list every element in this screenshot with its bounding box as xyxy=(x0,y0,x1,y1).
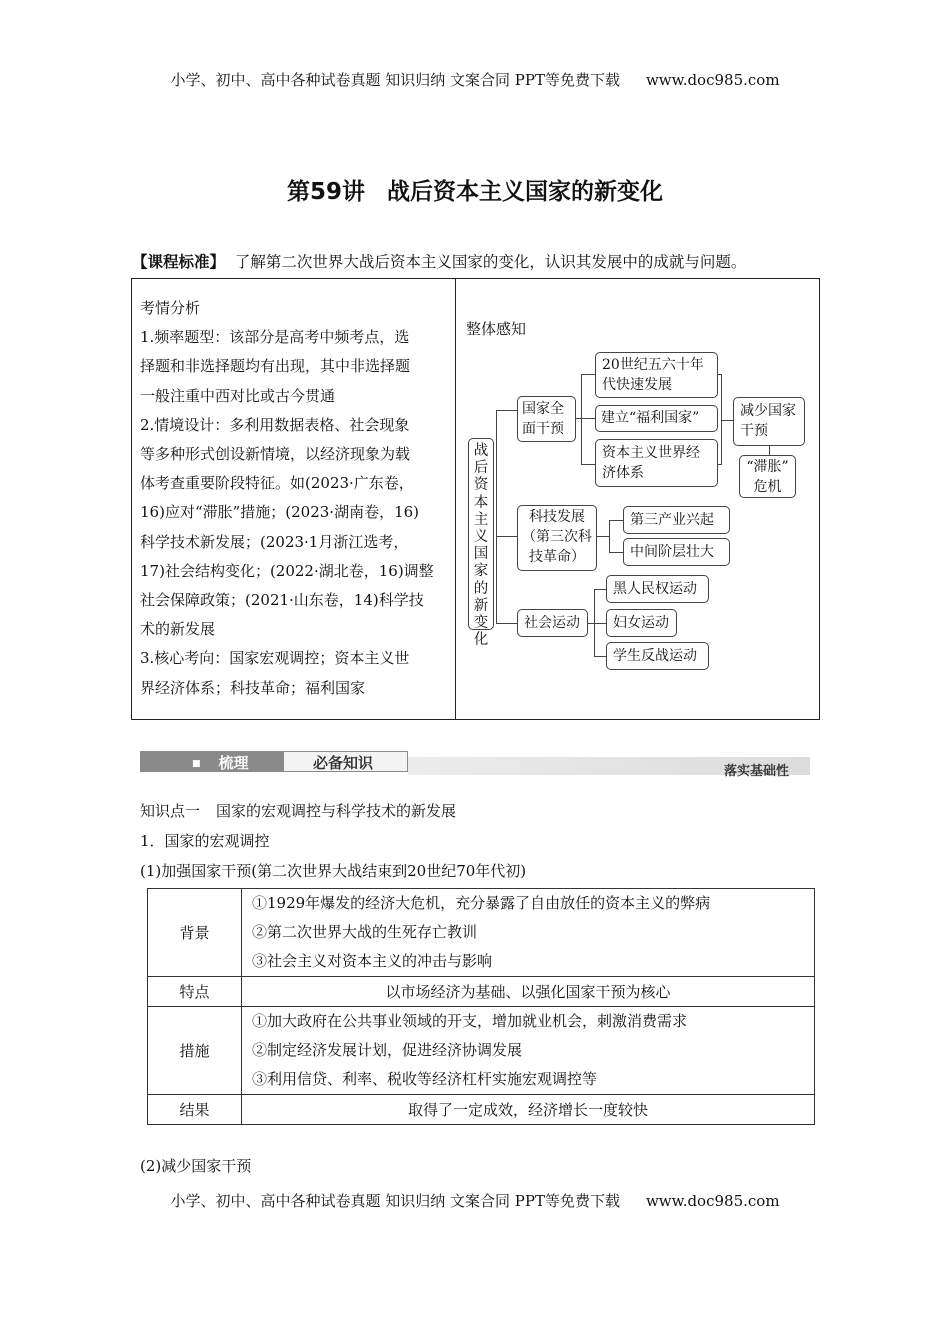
analysis-line: 17)社会结构变化；(2022·湖北卷，16)调整 xyxy=(140,561,434,580)
node-line: 代快速发展 xyxy=(602,377,672,393)
node-middle-class: 中间阶层壮大 xyxy=(623,538,730,566)
connector xyxy=(594,589,606,590)
analysis-line: 1.频率题型：该部分是高考中频考点，选 xyxy=(140,328,410,347)
node-line: （第三次科 xyxy=(522,529,592,545)
analysis-line: 体考查重要阶段特征。如(2023·广东卷， xyxy=(140,474,414,493)
analysis-line: 2.情境设计：多利用数据表格、社会现象 xyxy=(140,415,410,434)
table-row xyxy=(148,977,815,1007)
footer-text: 小学、初中、高中各种试卷真题 知识归纳 文案合同 PPT等免费下载 xyxy=(170,1192,620,1210)
node-line: 建立“福利国家” xyxy=(601,410,700,426)
connector xyxy=(496,623,517,624)
banner-tag-text: 梳理 xyxy=(218,754,249,772)
course-standard xyxy=(132,250,746,272)
table-item: ③社会主义对资本主义的冲击与影响 xyxy=(252,952,493,970)
node-line: 危机 xyxy=(753,479,782,495)
node-line: 济体系 xyxy=(602,465,644,481)
lecture-number: 第59讲 xyxy=(286,179,365,205)
node-state-intervention xyxy=(517,396,576,442)
mindmap-root: 战后资本主义国家的新变化 xyxy=(468,438,494,630)
banner-tag: ■ 梳理 xyxy=(192,754,249,772)
analysis-line: 科学技术新发展；(2023·1月浙江选考， xyxy=(140,532,409,551)
row-label: 特点 xyxy=(148,977,242,1007)
standard-label: 【课程标准】 xyxy=(132,253,226,271)
subsection-heading: (1)加强国家干预(第二次世界大战结束到20世纪70年代初) xyxy=(140,862,527,880)
table-row xyxy=(148,1095,815,1125)
node-line: 技革命） xyxy=(529,549,585,565)
table-row xyxy=(148,889,815,977)
standard-text: 了解第二次世界大战后资本主义国家的变化，认识其发展中的成就与问题。 xyxy=(234,253,747,271)
node-civil-rights: 黑人民权运动 xyxy=(606,575,709,603)
row-label: 措施 xyxy=(148,1007,242,1095)
node-world-economy xyxy=(595,439,718,487)
kp-number: 知识点一 xyxy=(140,802,201,820)
box-divider xyxy=(455,278,456,720)
connector xyxy=(609,552,623,553)
row-content: 以市场经济为基础、以强化国家干预为核心 xyxy=(242,977,815,1007)
node-student-antiwar: 学生反战运动 xyxy=(606,642,709,670)
node-tech-revolution xyxy=(517,505,597,571)
section-heading: 1．国家的宏观调控 xyxy=(140,832,270,850)
banner-right: 落实基础性 xyxy=(724,764,790,779)
footer-site: www.doc985.com xyxy=(645,1192,780,1210)
row-content: 取得了一定成效，经济增长一度较快 xyxy=(242,1095,815,1125)
analysis-line: 术的新发展 xyxy=(140,620,216,639)
header-text: 小学、初中、高中各种试卷真题 知识归纳 文案合同 PPT等免费下载 xyxy=(170,71,620,89)
banner-sub: 必备知识 xyxy=(313,754,374,772)
node-womens-movement: 妇女运动 xyxy=(606,609,677,637)
node-line: 减少国家 xyxy=(740,403,796,419)
connector xyxy=(581,374,582,464)
row-label: 结果 xyxy=(148,1095,242,1125)
node-welfare-state xyxy=(595,405,718,432)
analysis-line: 3.核心考向：国家宏观调控；资本主义世 xyxy=(140,649,410,668)
kp-title: 国家的宏观调控与科学技术的新发展 xyxy=(216,802,457,820)
connector xyxy=(496,536,517,537)
connector xyxy=(769,446,770,455)
node-line: 面干预 xyxy=(522,421,564,437)
header-site: www.doc985.com xyxy=(645,71,780,89)
page-footer xyxy=(0,1190,950,1211)
knowledge-point-heading xyxy=(140,800,456,821)
subsection-heading: (2)减少国家干预 xyxy=(140,1157,252,1175)
exam-analysis xyxy=(140,294,445,703)
overview-label: 整体感知 xyxy=(466,320,527,338)
node-line: 资本主义世界经 xyxy=(602,445,700,461)
table-item: ②制定经济发展计划，促进经济协调发展 xyxy=(252,1041,523,1059)
connector xyxy=(581,374,595,375)
node-line: 科技发展 xyxy=(529,509,585,525)
section-banner xyxy=(140,749,810,777)
connector xyxy=(609,520,623,521)
node-line: “滞胀” xyxy=(746,459,789,475)
analysis-line: 社会保障政策；(2021·山东卷，14)科学技 xyxy=(140,591,424,610)
node-stagflation xyxy=(739,455,796,498)
analysis-line: 等多种形式创设新情境，以经济现象为载 xyxy=(140,445,411,464)
connector xyxy=(496,410,517,411)
node-reduce-intervention xyxy=(733,397,805,446)
connector xyxy=(718,464,722,465)
page-header xyxy=(0,69,950,90)
page-title xyxy=(0,173,950,206)
table-item: ①加大政府在公共事业领域的开支，增加就业机会，刺激消费需求 xyxy=(252,1012,688,1030)
table-item: ①1929年爆发的经济大危机，充分暴露了自由放任的资本主义的弊病 xyxy=(252,894,711,912)
connector xyxy=(721,374,722,464)
row-content xyxy=(242,889,815,977)
connector xyxy=(581,418,595,419)
analysis-line: 16)应对“滞胀”措施；(2023·湖南卷，16) xyxy=(140,503,420,522)
analysis-line: 择题和非选择题均有出现，其中非选择题 xyxy=(140,357,411,376)
lecture-topic: 战后资本主义国家的新变化 xyxy=(387,179,663,205)
analysis-line: 界经济体系；科技革命；福利国家 xyxy=(140,678,366,697)
node-line: 干预 xyxy=(740,423,768,439)
node-line: 20世纪五六十年 xyxy=(602,357,704,373)
connector xyxy=(594,656,606,657)
node-social-movements: 社会运动 xyxy=(517,609,588,637)
node-line: 国家全 xyxy=(522,401,564,417)
connector xyxy=(597,536,610,537)
analysis-line: 一般注重中西对比或古今贯通 xyxy=(140,386,336,405)
connector xyxy=(581,464,595,465)
row-label: 背景 xyxy=(148,889,242,977)
table-item: ②第二次世界大战的生死存亡教训 xyxy=(252,923,478,941)
connector xyxy=(721,420,733,421)
connector xyxy=(496,410,497,623)
table-item: ③利用信贷、利率、税收等经济杠杆实施宏观调控等 xyxy=(252,1070,598,1088)
node-tertiary-industry: 第三产业兴起 xyxy=(623,506,730,534)
node-rapid-growth xyxy=(595,352,718,398)
analysis-heading: 考情分析 xyxy=(140,299,201,317)
connector xyxy=(718,374,722,375)
table-row xyxy=(148,1007,815,1095)
row-content xyxy=(242,1007,815,1095)
intervention-table xyxy=(147,888,815,1125)
connector xyxy=(594,623,606,624)
